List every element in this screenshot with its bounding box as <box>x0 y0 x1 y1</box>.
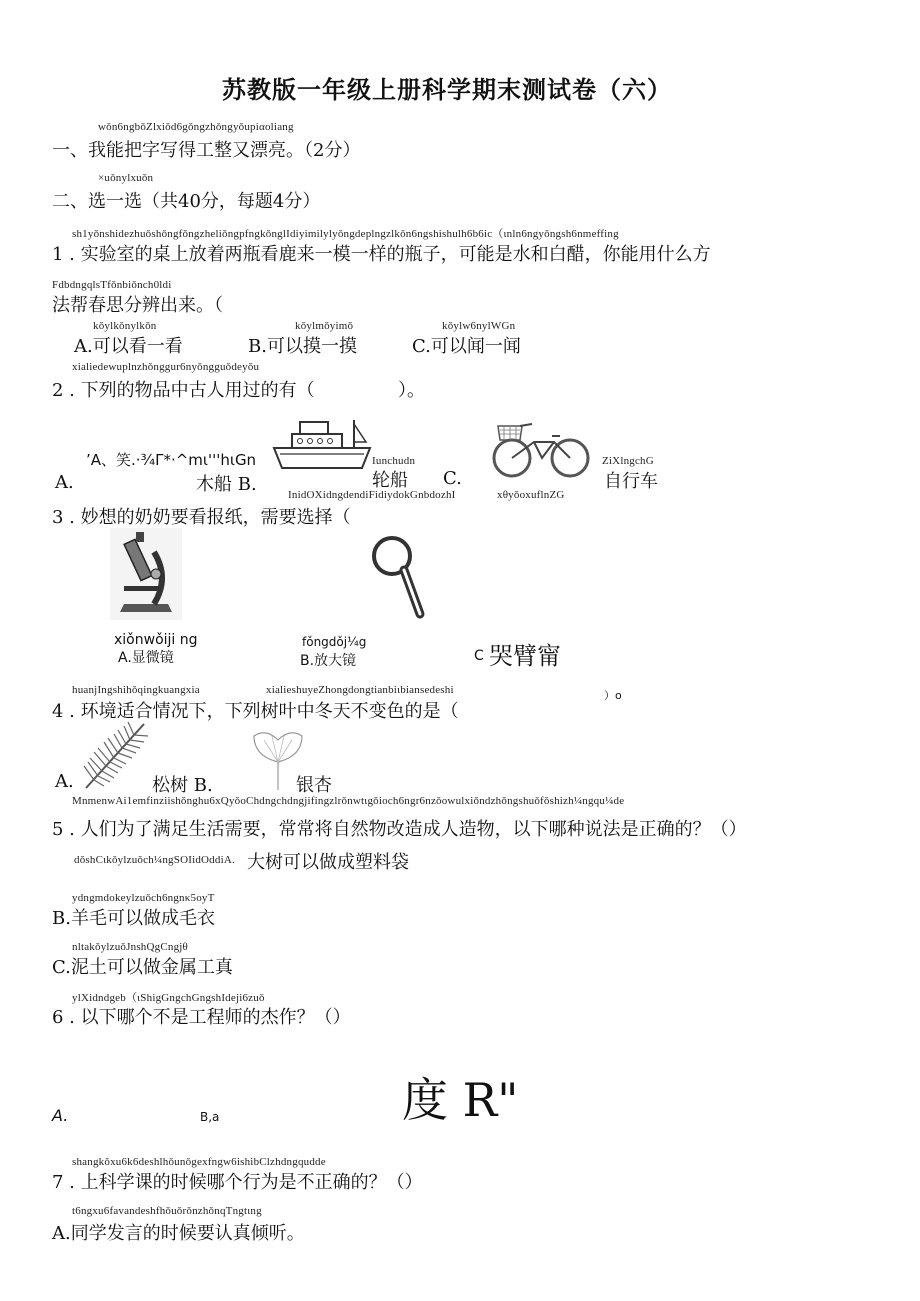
q7-question: 7 . 上科学课的时候哪个行为是不正确的？（） <box>52 1172 423 1193</box>
q1-option-a-pinyin: kǒylkǒnylkǒn <box>93 320 157 332</box>
q2-pinyin-under: InidOXidngdendiFidiydokGnbdozhI <box>288 489 456 501</box>
ship-pinyin: Iunchudn <box>372 455 416 467</box>
bicycle-illustration <box>490 414 592 480</box>
q5-option-a[interactable]: 大树可以做成塑料袋 <box>247 852 409 873</box>
q7-option-a[interactable]: A.同学发言的时候要认真倾听。 <box>52 1223 305 1244</box>
q3-option-c[interactable]: C <box>474 648 484 664</box>
q1-option-a[interactable]: A.可以看一看 <box>74 336 183 357</box>
q1-option-c[interactable]: C.可以闻一闻 <box>412 336 521 357</box>
q7-option-a-pinyin: t6ngxu6favandeshfhǒuǒrǒnzhǒnqTngtιng <box>72 1205 262 1217</box>
bike-pinyin: ZiXlngchG <box>602 455 654 467</box>
q6-question: 6 . 以下哪个不是工程师的杰作？（） <box>52 1007 351 1028</box>
q3-question: 3 . 妙想的奶奶要看报纸，需要选择（ <box>52 507 351 528</box>
q5-option-b-pinyin: ydngmdokeylzuǒch6ngnκ5oyT <box>72 892 215 904</box>
microscope-pinyin: xiǒnwǒiji ng <box>114 632 198 648</box>
q4-pinyin-2: xialieshuyeZhongdongtianbiιbiansedeshi <box>266 684 454 696</box>
q3-option-c-garbled: 哭臂甯 <box>489 642 561 670</box>
sec2-heading: 二、选一选（共40分，每题4分） <box>52 191 321 212</box>
q7-pinyin: shangkǒxu6k6deshlhǒunǒgexfngw6ishibClzhdngqudde <box>72 1156 326 1168</box>
q4-option-a-label: 松树 B. <box>152 775 213 796</box>
q3-option-a[interactable]: A.显微镜 <box>118 650 174 666</box>
magnifier-illustration <box>368 532 428 622</box>
q1-option-b[interactable]: B.可以摸一摸 <box>248 336 357 357</box>
q1-option-c-pinyin: kǒylw6nylWGn <box>442 320 516 332</box>
q1-pinyin-2: FdbdngqlsTfǒnbiǒnch0ldi <box>52 279 172 291</box>
q6-option-a[interactable]: A. <box>52 1106 69 1125</box>
q2-option-c-label: 自行车 <box>604 471 658 492</box>
microscope-illustration <box>110 528 182 620</box>
sec2-pinyin: ×uǒnylxuǒn <box>98 172 154 184</box>
q2-option-a-label: 木船 B. <box>196 474 257 495</box>
pine-branch-illustration <box>74 718 154 792</box>
page-title: 苏教版一年级上册科学期末测试卷（六） <box>222 76 672 104</box>
q6-option-garbled-big: 度 R" <box>402 1073 519 1127</box>
q4-option-b-label: 银杏 <box>296 775 332 796</box>
ship-illustration <box>270 414 374 472</box>
q4-pinyin-1: huanjIngshihǒqingkuangxia <box>72 684 200 696</box>
q2-pinyin: xialiedewuplnzhǒnggur6nyǒngguǒdeyǒu <box>72 361 260 373</box>
magnifier-pinyin: fǒngdǒj¼g <box>302 635 367 649</box>
q1-option-b-pinyin: kǒylmǒyimǒ <box>295 320 354 332</box>
q6-pinyin: ylXidndgeb（ιShigGngchGngshIdeji6zuǒ <box>72 992 265 1004</box>
q4-option-a[interactable]: A. <box>55 771 74 792</box>
q2-option-b-label: 轮船 <box>372 470 408 491</box>
q1-question-line1: 1 . 实验室的桌上放着两瓶看鹿来一模一样的瓶子，可能是水和白醋，你能用什么方 <box>52 244 711 265</box>
q5-option-c[interactable]: C.泥土可以做金属工真 <box>52 957 233 978</box>
q5-pinyin: MnmenwAi1emfinziishǒnghu6xQyǒoChdngchdngjifingzlrǒnwtιgǒioch6ngr6nzǒowulxiǒndzhǒngshuǒfǒshizh¼ngqu¼de <box>72 795 625 807</box>
q6-option-b[interactable]: B,a <box>200 1110 220 1124</box>
q2-option-c[interactable]: C. <box>443 468 462 489</box>
q1-pinyin-1: sh1yǒnshidezhuǒshǒngfǒngzheliǒngpfngkǒnglIdiyimilylyǒngdeplngzlkǒn6ngshishulh6b6ic（ιnln6ngyǒngsh6nmeffing <box>72 228 619 240</box>
sec1-pinyin: wǒn6ngbǒZlxiǒd6gǒngzhǒngyǒupiαoliang <box>98 121 294 133</box>
q5-question: 5 . 人们为了满足生活需要，常常将自然物改造成人造物，以下哪种说法是正确的？（） <box>52 819 747 840</box>
q2-pinyin-under-2: xθyǒoxuflnZG <box>497 489 565 501</box>
q5-option-a-pinyin: dǒshCιkǒylzuǒch¼ngSOIidOddiA. <box>74 854 235 866</box>
q2-option-a[interactable]: A. <box>55 472 74 493</box>
q5-option-c-pinyin: nltakǒylzuǒJnshQgCngjθ <box>72 941 189 953</box>
q4-question-close: ）o <box>604 689 622 702</box>
q2-question: 2 . 下列的物品中古人用过的有（ <box>52 380 315 401</box>
q2-garbled-text: ’A、笑.·¾Γ*·^mι'''hιGn <box>86 451 257 469</box>
q4-question: 4 . 环境适合情况下，下列树叶中冬天不变色的是（ <box>52 701 459 722</box>
sec1-heading: 一、我能把字写得工整又漂亮。（2分） <box>52 140 361 161</box>
q5-option-b[interactable]: B.羊毛可以做成毛衣 <box>52 908 215 929</box>
q1-question-line2: 法帮春思分辨出来。（ <box>52 295 223 316</box>
q3-option-b[interactable]: B.放大镜 <box>300 653 357 669</box>
q2-question-close: ）。 <box>398 380 425 401</box>
